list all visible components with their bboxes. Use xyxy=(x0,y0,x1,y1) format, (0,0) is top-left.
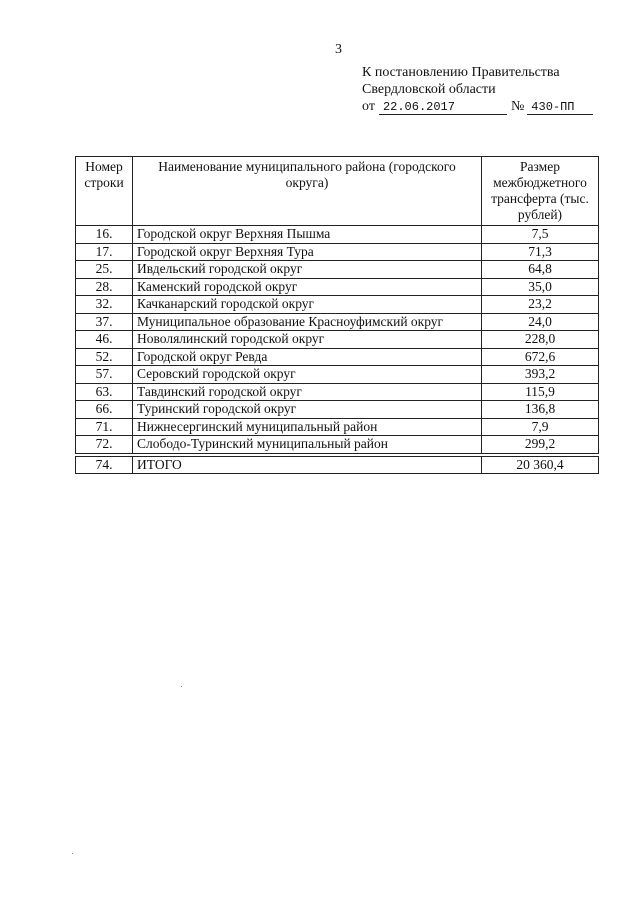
column-header-amount: Размер межбюджетного трансферта (тыс. рублей) xyxy=(482,157,599,226)
row-amount: 672,6 xyxy=(482,348,599,366)
number-label: № xyxy=(510,99,525,114)
row-name: Слободо-Туринский муниципальный район xyxy=(133,436,482,454)
table-row xyxy=(76,261,599,279)
column-header-name: Наименование муниципального района (городского округа) xyxy=(133,157,482,226)
row-amount: 136,8 xyxy=(482,401,599,419)
page-number: 3 xyxy=(335,42,342,57)
table-row xyxy=(76,313,599,331)
row-name: Городской округ Верхняя Тура xyxy=(133,243,482,261)
decree-date-line xyxy=(362,98,593,115)
decree-date: 22.06.2017 xyxy=(379,100,507,115)
total-label: ИТОГО xyxy=(133,456,482,474)
table-row xyxy=(76,278,599,296)
row-name: Туринский городской округ xyxy=(133,401,482,419)
scan-speck xyxy=(72,853,73,854)
decree-line-1: К постановлению Правительства xyxy=(362,65,560,80)
row-number: 25. xyxy=(76,261,133,279)
row-amount: 393,2 xyxy=(482,366,599,384)
row-amount: 71,3 xyxy=(482,243,599,261)
row-amount: 24,0 xyxy=(482,313,599,331)
total-amount: 20 360,4 xyxy=(482,456,599,474)
total-number: 74. xyxy=(76,456,133,474)
table-row xyxy=(76,418,599,436)
row-name: Нижнесергинский муниципальный район xyxy=(133,418,482,436)
table-header-row xyxy=(76,157,599,226)
table-row xyxy=(76,243,599,261)
row-name: Новолялинский городской округ xyxy=(133,331,482,349)
row-amount: 228,0 xyxy=(482,331,599,349)
table-row xyxy=(76,331,599,349)
row-amount: 35,0 xyxy=(482,278,599,296)
table-row xyxy=(76,366,599,384)
table-row xyxy=(76,348,599,366)
table-row xyxy=(76,436,599,454)
from-label: от xyxy=(362,99,375,114)
row-number: 57. xyxy=(76,366,133,384)
row-number: 46. xyxy=(76,331,133,349)
row-name: Каменский городской округ xyxy=(133,278,482,296)
row-amount: 7,9 xyxy=(482,418,599,436)
scan-speck xyxy=(181,686,182,687)
row-amount: 299,2 xyxy=(482,436,599,454)
row-amount: 115,9 xyxy=(482,383,599,401)
table-row xyxy=(76,401,599,419)
row-number: 32. xyxy=(76,296,133,314)
table-total-row xyxy=(76,456,599,474)
row-name: Муниципальное образование Красноуфимский округ xyxy=(133,313,482,331)
row-number: 37. xyxy=(76,313,133,331)
row-name: Тавдинский городской округ xyxy=(133,383,482,401)
column-header-number: Номер строки xyxy=(76,157,133,226)
decree-reference xyxy=(362,64,593,115)
row-number: 66. xyxy=(76,401,133,419)
row-amount: 7,5 xyxy=(482,226,599,244)
row-number: 71. xyxy=(76,418,133,436)
row-name: Городской округ Верхняя Пышма xyxy=(133,226,482,244)
table-row xyxy=(76,296,599,314)
row-number: 52. xyxy=(76,348,133,366)
table-row xyxy=(76,226,599,244)
row-name: Ивдельский городской округ xyxy=(133,261,482,279)
decree-number: 430-ПП xyxy=(527,100,593,115)
row-amount: 23,2 xyxy=(482,296,599,314)
decree-line-2: Свердловской области xyxy=(362,82,496,97)
row-number: 17. xyxy=(76,243,133,261)
row-number: 16. xyxy=(76,226,133,244)
row-number: 72. xyxy=(76,436,133,454)
row-number: 28. xyxy=(76,278,133,296)
row-number: 63. xyxy=(76,383,133,401)
table-row xyxy=(76,383,599,401)
transfers-table xyxy=(75,156,599,474)
row-name: Городской округ Ревда xyxy=(133,348,482,366)
row-name: Серовский городской округ xyxy=(133,366,482,384)
row-name: Качканарский городской округ xyxy=(133,296,482,314)
row-amount: 64,8 xyxy=(482,261,599,279)
